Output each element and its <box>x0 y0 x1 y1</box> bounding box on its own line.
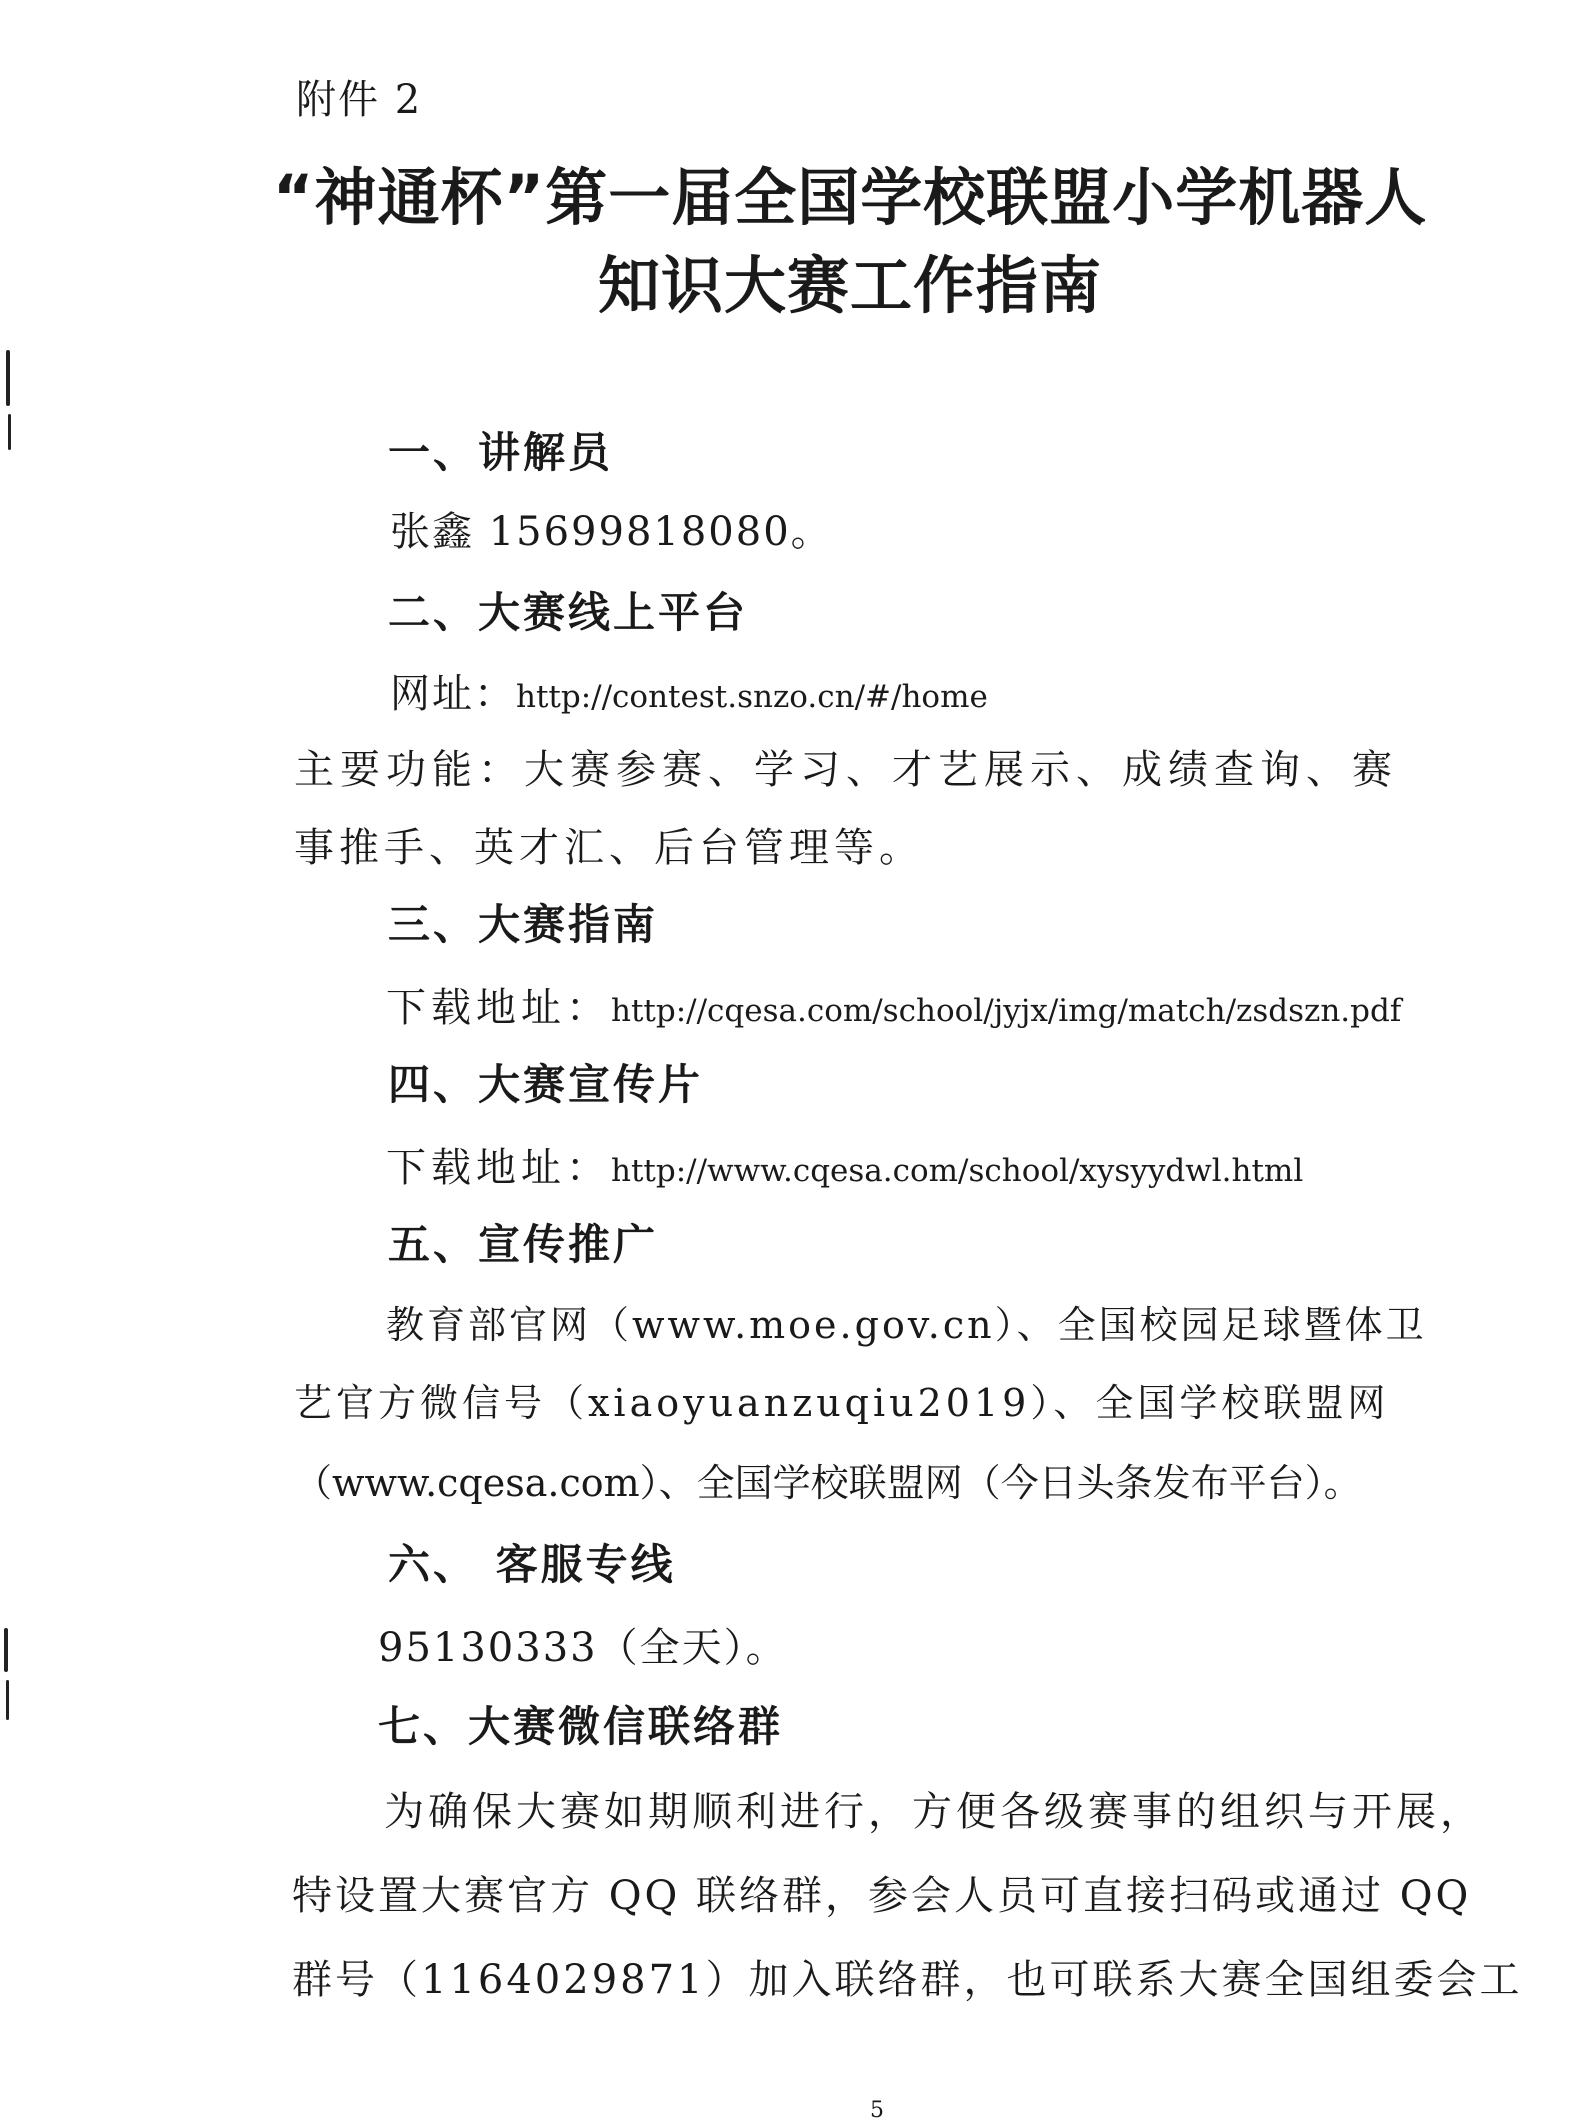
document-title-line-1: “神通杯”第一届全国学校联盟小学机器人 <box>272 161 1428 234</box>
functions-line-2: 事推手、英才汇、后台管理等。 <box>294 825 924 871</box>
page-number: 5 <box>870 2098 884 2123</box>
section-heading-4: 四、大赛宣传片 <box>388 1060 704 1109</box>
wechat-paragraph-line-2: 特设置大赛官方 QQ 联络群，参会人员可直接扫码或通过 QQ <box>292 1873 1472 1919</box>
hotline-number: 95130333（全天）。 <box>378 1625 788 1671</box>
binding-mark-bottom <box>4 1628 8 1672</box>
download-label: 下载地址： <box>386 985 611 1031</box>
section-heading-6: 六、 客服专线 <box>388 1540 676 1589</box>
wechat-paragraph-line-1: 为确保大赛如期顺利进行，方便各级赛事的组织与开展， <box>384 1789 1484 1835</box>
guide-download-line <box>386 976 1401 1033</box>
presenter-contact: 张鑫 15699818080。 <box>390 509 833 555</box>
document-title-line-2: 知识大赛工作指南 <box>597 249 1102 322</box>
section-heading-7: 七、大赛微信联络群 <box>378 1702 784 1751</box>
promotion-line-2: 艺官方微信号（xiaoyuanzuqiu2019）、全国学校联盟网 <box>294 1381 1390 1425</box>
video-download-line <box>386 1136 1303 1193</box>
binding-mark-top <box>6 350 10 406</box>
attachment-label: 附件 2 <box>296 77 423 123</box>
binding-mark-bottom-2 <box>6 1680 9 1720</box>
section-heading-2: 二、大赛线上平台 <box>388 588 749 637</box>
download-label-2: 下载地址： <box>386 1145 611 1191</box>
binding-mark-top-2 <box>8 414 11 450</box>
url-label: 网址： <box>390 671 516 717</box>
platform-url-link[interactable]: http://contest.snzo.cn/#/home <box>516 679 988 715</box>
section-heading-1: 一、讲解员 <box>388 428 614 477</box>
functions-line-1 <box>294 738 1470 795</box>
functions-text-1: 主要功能：大赛参赛、学习、才艺展示、成绩查询、赛 <box>294 747 1398 793</box>
promotion-line-1: 教育部官网（www.moe.gov.cn）、全国校园足球暨体卫 <box>386 1303 1427 1347</box>
wechat-paragraph-line-3: 群号（1164029871）加入联络群，也可联系大赛全国组委会工 <box>292 1957 1523 2003</box>
video-download-link[interactable]: http://www.cqesa.com/school/xysyydwl.html <box>611 1153 1304 1189</box>
section-heading-5: 五、宣传推广 <box>388 1220 659 1269</box>
guide-download-link[interactable]: http://cqesa.com/school/jyjx/img/match/zsdszn.pdf <box>611 993 1402 1029</box>
promotion-line-3: （www.cqesa.com）、全国学校联盟网（今日头条发布平台）。 <box>294 1461 1362 1505</box>
section-heading-3: 三、大赛指南 <box>388 900 659 949</box>
platform-url-line <box>390 662 988 719</box>
